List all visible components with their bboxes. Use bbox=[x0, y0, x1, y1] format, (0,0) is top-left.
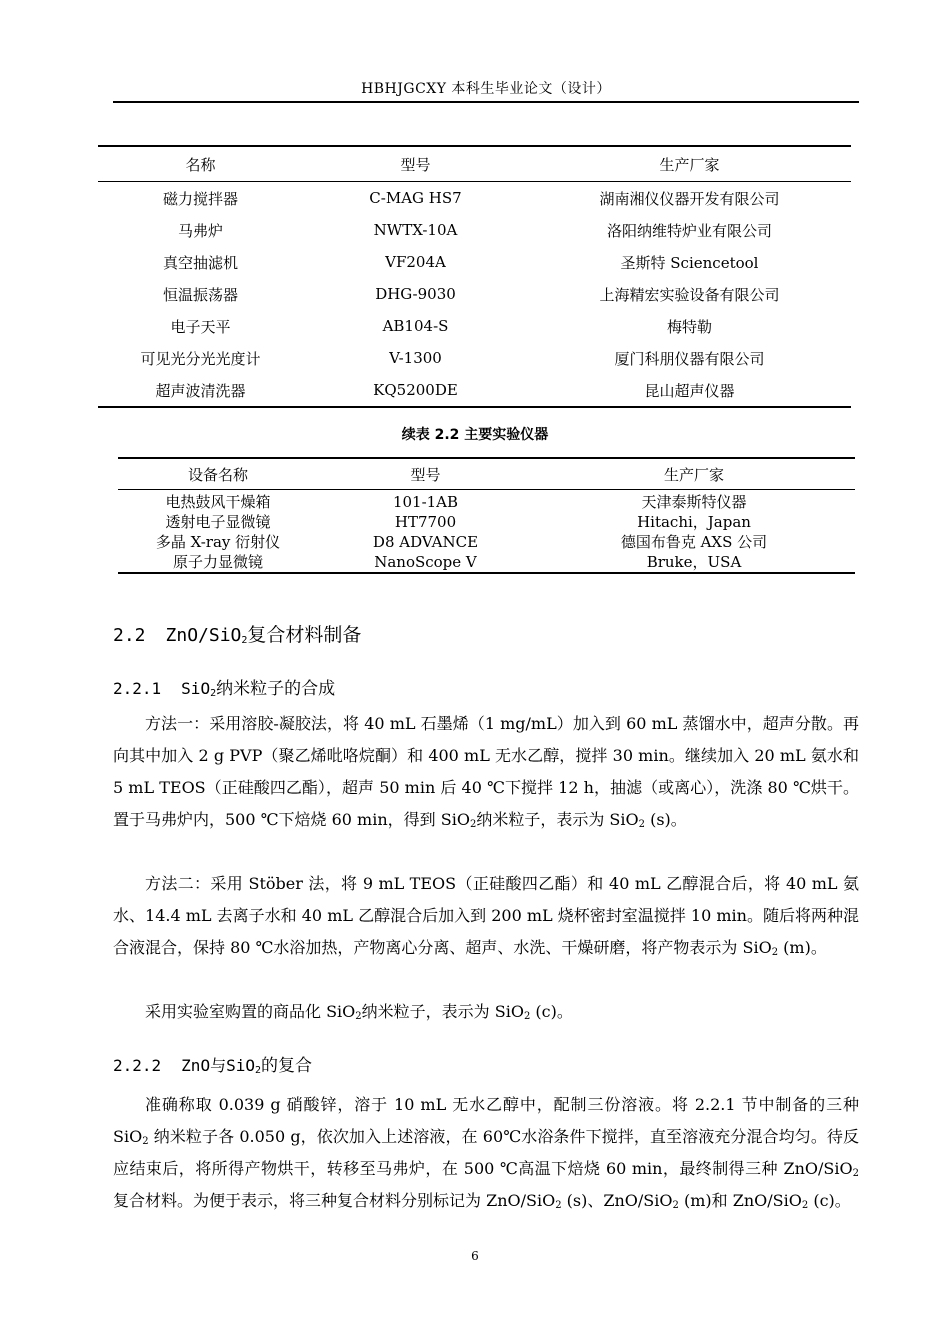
section-title-prefix: ZnO与SiO bbox=[181, 1056, 255, 1075]
table-header-row bbox=[118, 458, 855, 490]
table-cell: HT7700 bbox=[394, 513, 457, 531]
section-number: 2.2 bbox=[113, 625, 146, 646]
text-run: 采用实验室购置的商品化 SiO bbox=[145, 1002, 356, 1021]
section-title-suffix: 复合材料制备 bbox=[247, 624, 362, 646]
text-run: 纳米粒子各 0.050 g，依次加入上述溶液，在 60℃水浴条件下搅拌，直至溶液充分混合均匀。待反应结束后，将所得产物烘干，转移至马弗炉，在 500 ℃高温下焙烧 60 min，最终制得三种 ZnO/SiO bbox=[113, 1127, 859, 1178]
table-cell: 梅特勒 bbox=[666, 317, 712, 336]
table-row bbox=[118, 532, 855, 552]
table-row bbox=[118, 552, 855, 573]
table-row bbox=[98, 342, 851, 374]
table-cell: 洛阳纳维特炉业有限公司 bbox=[606, 221, 772, 240]
text-run: (m)和 ZnO/SiO bbox=[678, 1191, 802, 1210]
column-header-model: 型号 bbox=[318, 458, 533, 490]
table-cell: 101-1AB bbox=[392, 493, 459, 511]
subscript: 2 bbox=[555, 1200, 562, 1211]
text-run: 复合材料。为便于表示，将三种复合材料分别标记为 ZnO/SiO bbox=[113, 1191, 556, 1210]
page-number: 6 bbox=[471, 1249, 479, 1263]
section-number: 2.2.2 bbox=[113, 1056, 162, 1075]
subscript: 2 bbox=[142, 1136, 149, 1147]
column-header-device-name: 设备名称 bbox=[118, 458, 318, 490]
subscript: 2 bbox=[210, 688, 217, 699]
table-cell: VF204A bbox=[385, 253, 446, 271]
table-cell: 磁力搅拌器 bbox=[162, 189, 238, 208]
table-cell: 原子力显微镜 bbox=[172, 553, 263, 571]
table-cell: 圣斯特 Sciencetool bbox=[620, 253, 759, 272]
section-title-suffix: 的复合 bbox=[261, 1056, 313, 1076]
subscript: 2 bbox=[254, 1065, 262, 1076]
column-header-name: 名称 bbox=[98, 146, 303, 182]
column-header-manufacturer: 生产厂家 bbox=[533, 458, 855, 490]
section-title-prefix: ZnO/SiO bbox=[165, 625, 242, 646]
table-row bbox=[118, 490, 855, 513]
subscript: 2 bbox=[523, 1011, 531, 1022]
table-caption: 续表 2.2 主要实验仪器 bbox=[401, 427, 549, 443]
table-cell: 恒温振荡器 bbox=[162, 285, 238, 304]
paragraph-method-one bbox=[113, 708, 859, 836]
table-cell: 电热鼓风干燥箱 bbox=[165, 493, 271, 511]
table-row bbox=[98, 278, 851, 310]
table-cell: 真空抽滤机 bbox=[162, 253, 238, 272]
table-cell: 透射电子显微镜 bbox=[165, 513, 271, 531]
running-header: HBHJGCXY 本科生毕业论文（设计） bbox=[361, 81, 611, 97]
table-cell: 天津泰斯特仪器 bbox=[641, 493, 747, 511]
subscript: 2 bbox=[852, 1168, 859, 1179]
subscript: 2 bbox=[672, 1200, 679, 1211]
section-heading-2-2-1 bbox=[113, 674, 335, 699]
subscript: 2 bbox=[771, 947, 779, 958]
instrument-table-continued bbox=[118, 457, 855, 574]
subscript: 2 bbox=[638, 819, 645, 830]
table-cell: 超声波清洗器 bbox=[155, 381, 246, 400]
header-rule bbox=[113, 101, 859, 103]
table-row bbox=[98, 374, 851, 407]
table-cell: Hitachi，Japan bbox=[637, 513, 751, 531]
table-cell: 电子天平 bbox=[170, 317, 231, 336]
subscript: 2 bbox=[241, 635, 248, 646]
table-row bbox=[98, 214, 851, 246]
table-cell: AB104-S bbox=[382, 317, 449, 335]
table-header-row bbox=[98, 146, 851, 182]
table-cell: C-MAG HS7 bbox=[369, 189, 462, 207]
paragraph-method-two bbox=[113, 868, 859, 964]
table-cell: DHG-9030 bbox=[375, 285, 456, 303]
table-cell: NWTX-10A bbox=[373, 221, 458, 239]
instrument-table bbox=[98, 145, 851, 408]
text-run: 纳米粒子，表示为 SiO bbox=[476, 810, 639, 829]
table-row bbox=[118, 512, 855, 532]
text-run: 纳米粒子，表示为 SiO bbox=[361, 1002, 524, 1021]
table-row bbox=[98, 182, 851, 215]
column-header-manufacturer: 生产厂家 bbox=[528, 146, 851, 182]
text-run: 准确称取 0.039 g 硝酸锌，溶于 10 mL 无水乙醇中，配制三份溶液。将 2.2.1 节中制备的三种 SiO bbox=[113, 1095, 859, 1146]
text-run: (c)。 bbox=[530, 1002, 573, 1021]
table-cell: 湖南湘仪仪器开发有限公司 bbox=[599, 189, 780, 208]
table-cell: NanoScope V bbox=[374, 553, 477, 571]
text-run: (c)。 bbox=[808, 1191, 851, 1210]
table-cell: 德国布鲁克 AXS 公司 bbox=[620, 533, 768, 551]
subscript: 2 bbox=[469, 819, 477, 830]
text-run: (m)。 bbox=[778, 938, 827, 957]
table-cell: 多晶 X-ray 衍射仪 bbox=[155, 533, 281, 551]
subscript: 2 bbox=[355, 1011, 362, 1022]
table-cell: KQ5200DE bbox=[373, 381, 458, 399]
subscript: 2 bbox=[801, 1200, 809, 1211]
section-title-suffix: 纳米粒子的合成 bbox=[216, 679, 336, 699]
text-run: 方法二：采用 Stöber 法，将 9 mL TEOS（正硅酸四乙酯）和 40 mL 乙醇混合后，将 40 mL 氨水、14.4 mL 去离子水和 40 mL 乙醇混合后加入到 200 mL 烧杯密封室温搅拌 10 min。随后将两种混合液混合，保持 80 ℃水浴加热，产物离心分离、超声、水洗、干燥研磨，将产物表示为 SiO bbox=[113, 874, 859, 957]
table-row bbox=[98, 246, 851, 278]
column-header-model: 型号 bbox=[303, 146, 528, 182]
section-number: 2.2.1 bbox=[113, 679, 162, 698]
table-cell: 昆山超声仪器 bbox=[644, 381, 735, 400]
paragraph-commercial bbox=[113, 996, 859, 1028]
table-cell: 上海精宏实验设备有限公司 bbox=[599, 285, 780, 304]
table-cell: Bruke，USA bbox=[646, 553, 742, 571]
table-cell: 厦门科朋仪器有限公司 bbox=[614, 349, 765, 368]
table-cell: 马弗炉 bbox=[177, 221, 223, 240]
section-heading-2-2-2 bbox=[113, 1051, 312, 1076]
text-run: (s)、ZnO/SiO bbox=[561, 1191, 673, 1210]
paragraph-composite bbox=[113, 1089, 859, 1217]
section-title-prefix: SiO bbox=[181, 679, 211, 698]
table-cell: V-1300 bbox=[389, 349, 442, 367]
text-run: 方法一：采用溶胶-凝胶法，将 40 mL 石墨烯（1 mg/mL）加入到 60 mL 蒸馏水中，超声分散。再向其中加入 2 g PVP（聚乙烯吡咯烷酮）和 400 mL 无水乙醇，搅拌 30 min。继续加入 20 mL 氨水和 5 mL TEOS（正硅酸四乙酯），超声 50 min 后 40 ℃下搅拌 12 h，抽滤（或离心），洗涤 80 ℃烘干。置于马弗炉内，500 ℃下焙烧 60 min，得到 SiO bbox=[113, 714, 859, 829]
text-run: (s)。 bbox=[644, 810, 687, 829]
table-row bbox=[98, 310, 851, 342]
table-cell: D8 ADVANCE bbox=[372, 533, 479, 551]
table-cell: 可见光分光光度计 bbox=[140, 349, 261, 368]
section-heading-2-2 bbox=[113, 620, 361, 647]
